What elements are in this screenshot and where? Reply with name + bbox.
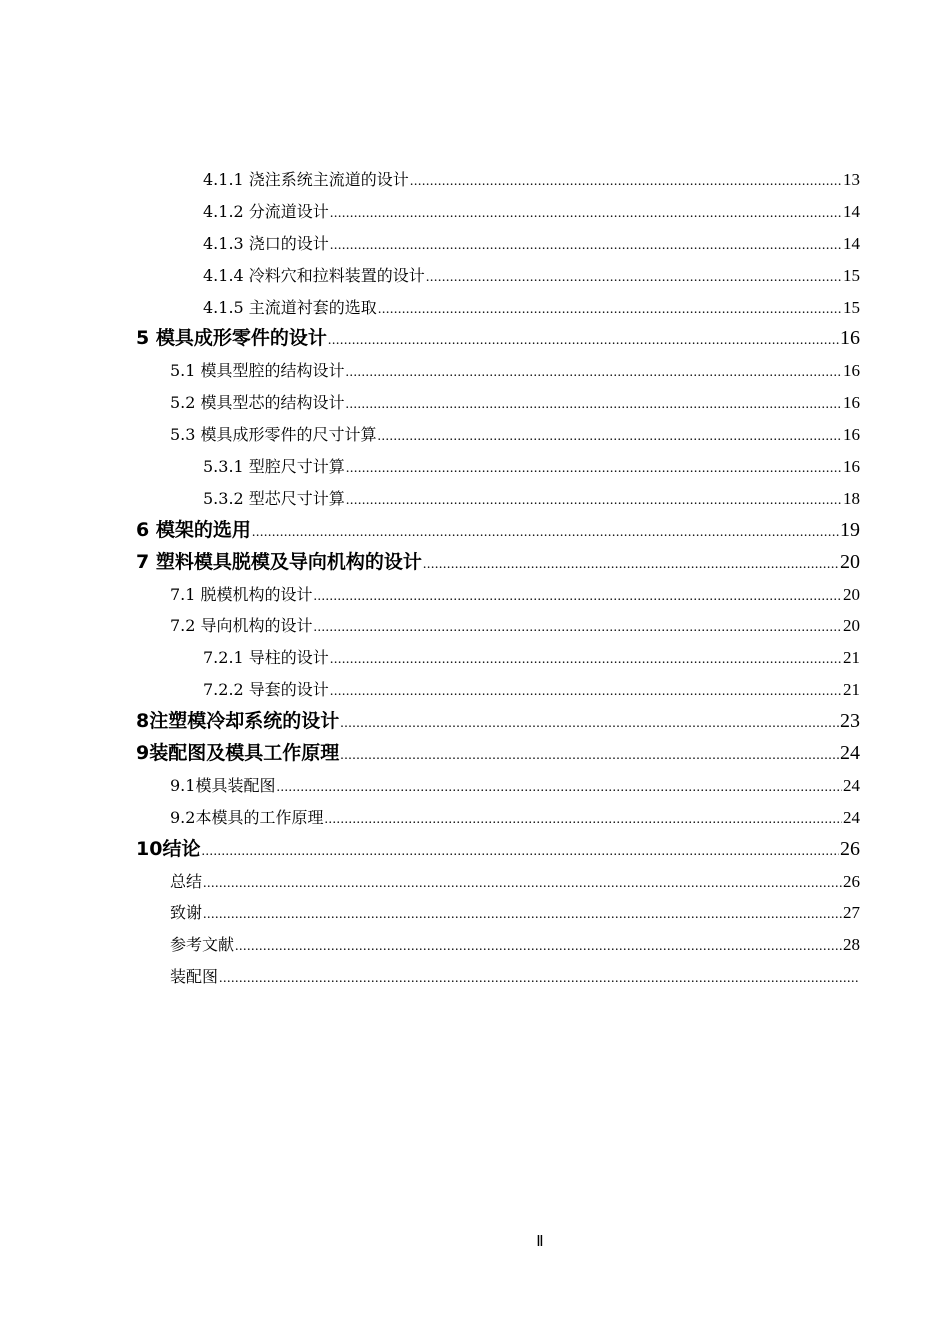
- page-number-footer: Ⅱ: [536, 1232, 544, 1250]
- toc-entry-page-number: 16: [843, 361, 860, 381]
- toc-dot-leader: [330, 198, 842, 230]
- toc-entry-level-2[interactable]: [0, 610, 950, 642]
- toc-entry-level-2[interactable]: [0, 929, 950, 961]
- toc-entry-level-2[interactable]: [0, 355, 950, 387]
- toc-dot-leader: [426, 262, 842, 294]
- toc-entry-level-1[interactable]: [0, 738, 950, 770]
- toc-entry-title: 装配图: [170, 967, 219, 987]
- toc-entry-level-2[interactable]: [0, 897, 950, 929]
- toc-entry-page-number: 19: [840, 518, 860, 541]
- toc-dot-leader: [235, 931, 842, 963]
- toc-entry-title: 4.1.2 分流道设计: [203, 201, 329, 221]
- toc-entry-title: 8注塑模冷却系统的设计: [136, 710, 340, 733]
- toc-dot-leader: [330, 676, 842, 708]
- toc-entry-title: 参考文献: [170, 935, 235, 955]
- toc-dot-leader: [203, 899, 842, 931]
- toc-dot-leader: [330, 230, 842, 262]
- toc-dot-leader: [201, 836, 839, 868]
- toc-entry-page-number: 28: [843, 935, 860, 955]
- toc-entry-page-number: 20: [840, 550, 860, 573]
- toc-entry-page-number: 16: [843, 457, 860, 477]
- toc-entry-level-3[interactable]: [0, 292, 950, 324]
- toc-entry-page-number: 14: [843, 233, 860, 253]
- toc-entry-title: 4.1.5 主流道衬套的选取: [203, 297, 377, 317]
- toc-entry-title: 5.3.2 型芯尺寸计算: [203, 488, 345, 508]
- toc-entry-level-2[interactable]: [0, 866, 950, 898]
- toc-entry-level-3[interactable]: [0, 164, 950, 196]
- toc-entry-level-1[interactable]: [0, 547, 950, 579]
- toc-entry-level-1[interactable]: [0, 706, 950, 738]
- toc-entry-level-2[interactable]: [0, 419, 950, 451]
- toc-entry-level-3[interactable]: [0, 642, 950, 674]
- toc-entry-level-1[interactable]: [0, 515, 950, 547]
- toc-entry-page-number: 18: [843, 488, 860, 508]
- toc-entry-level-2[interactable]: [0, 802, 950, 834]
- toc-entry-level-3[interactable]: [0, 483, 950, 515]
- toc-entry-title: 7.1 脱模机构的设计: [170, 584, 313, 604]
- toc-entry-title: 5.3.1 型腔尺寸计算: [203, 457, 345, 477]
- toc-entry-title: 5.1 模具型腔的结构设计: [170, 361, 345, 381]
- toc-entry-title: 4.1.1 浇注系统主流道的设计: [203, 170, 409, 189]
- toc-entry-level-3[interactable]: [0, 196, 950, 228]
- toc-dot-leader: [314, 581, 842, 613]
- toc-entry-title: 9.1模具装配图: [170, 775, 276, 795]
- toc-entry-level-3[interactable]: [0, 674, 950, 706]
- toc-entry-page-number: 24: [840, 742, 860, 765]
- toc-entry-page-number: 21: [843, 648, 860, 668]
- toc-entry-title: 10结论: [136, 837, 201, 860]
- toc-dot-leader: [340, 708, 839, 740]
- toc-entry-level-2[interactable]: [0, 387, 950, 419]
- toc-dot-leader: [203, 868, 842, 900]
- toc-entry-level-3[interactable]: [0, 451, 950, 483]
- toc-entry-page-number: 26: [843, 871, 860, 891]
- toc-entry-title: 4.1.4 冷料穴和拉料装置的设计: [203, 265, 425, 285]
- toc-entry-page-number: 26: [840, 837, 860, 860]
- toc-dot-leader: [324, 804, 842, 836]
- toc-entry-page-number: 16: [843, 393, 860, 413]
- toc-entry-level-1[interactable]: [0, 834, 950, 866]
- toc-entry-page-number: 15: [843, 265, 860, 285]
- toc-dot-leader: [330, 644, 842, 676]
- toc-entry-title: 5 模具成形零件的设计: [136, 327, 327, 350]
- toc-entry-level-2[interactable]: [0, 770, 950, 802]
- toc-entry-level-2[interactable]: [0, 579, 950, 611]
- toc-entry-page-number: 23: [840, 710, 860, 733]
- toc-dot-leader: [410, 166, 842, 198]
- toc-entry-title: 致谢: [170, 903, 203, 923]
- toc-dot-leader: [340, 740, 839, 772]
- toc-entry-title: 7 塑料模具脱模及导向机构的设计: [136, 550, 422, 573]
- toc-entry-page-number: 13: [843, 170, 860, 189]
- toc-entry-title: 5.3 模具成形零件的尺寸计算: [170, 425, 377, 445]
- toc-entry-title: 9装配图及模具工作原理: [136, 742, 340, 765]
- toc-dot-leader: [346, 453, 842, 485]
- toc-dot-leader: [378, 421, 842, 453]
- toc-entry-page-number: 16: [843, 425, 860, 445]
- toc-entry-title: 7.2.1 导柱的设计: [203, 648, 329, 668]
- toc-dot-leader: [276, 772, 842, 804]
- toc-entry-title: 7.2 导向机构的设计: [170, 616, 313, 636]
- toc-entry-title: 9.2本模具的工作原理: [170, 807, 324, 827]
- toc-dot-leader: [423, 549, 839, 581]
- toc-entry-page-number: 24: [843, 775, 860, 795]
- toc-entry-page-number: 20: [843, 616, 860, 636]
- toc-entry-title: 5.2 模具型芯的结构设计: [170, 393, 345, 413]
- toc-entry-page-number: 15: [843, 297, 860, 317]
- toc-entry-level-2[interactable]: [0, 961, 950, 993]
- toc-dot-leader: [346, 357, 842, 389]
- toc-entry-page-number: 24: [843, 807, 860, 827]
- toc-entry-page-number: 16: [840, 327, 860, 350]
- toc-dot-leader: [314, 612, 842, 644]
- toc-entry-page-number: 21: [843, 680, 860, 700]
- toc-dot-leader: [219, 963, 859, 995]
- toc-entry-page-number: 27: [843, 903, 860, 923]
- toc-dot-leader: [346, 485, 842, 517]
- table-of-contents: [0, 164, 950, 993]
- toc-dot-leader: [378, 294, 842, 326]
- toc-entry-title: 总结: [170, 871, 203, 891]
- toc-entry-level-1[interactable]: [0, 323, 950, 355]
- toc-dot-leader: [346, 389, 842, 421]
- toc-entry-page-number: 20: [843, 584, 860, 604]
- toc-dot-leader: [252, 517, 839, 549]
- toc-entry-page-number: 14: [843, 201, 860, 221]
- toc-dot-leader: [328, 325, 839, 357]
- toc-entry-title: 7.2.2 导套的设计: [203, 680, 329, 700]
- toc-entry-title: 6 模架的选用: [136, 518, 251, 541]
- toc-entry-title: 4.1.3 浇口的设计: [203, 233, 329, 253]
- toc-entry-level-3[interactable]: [0, 228, 950, 260]
- toc-entry-level-3[interactable]: [0, 260, 950, 292]
